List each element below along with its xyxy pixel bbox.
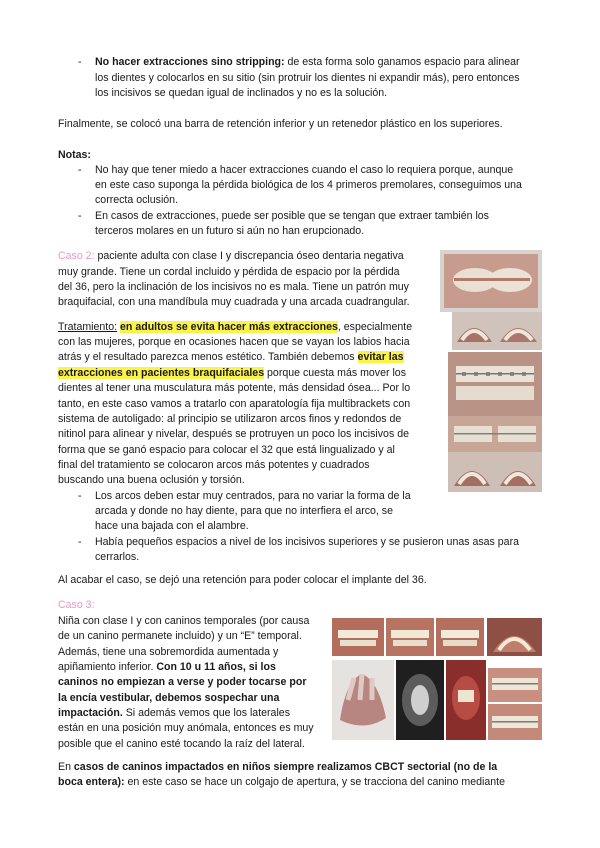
caso2-line1: Caso 2: paciente adulta con clase I y discrepancia óseo dentaria negativa <box>58 250 404 262</box>
caso3-heading: Caso 3: <box>58 599 95 611</box>
trat-line3: atrás y el resultado parezca menos estético. También debemos evitar las <box>58 351 404 363</box>
trat-line9: forma que se ganó espacio para colocar el 32 que está lingualizado y al <box>58 444 395 456</box>
bullet-stripping-line1: No hacer extracciones sino stripping: de esta forma solo ganamos espacio para alinear <box>95 56 520 68</box>
trat-line4: extracciones en pacientes braquifaciales porque cuesta más mover los <box>58 367 406 379</box>
caso3-line5: caninos no empiezan a verse y poder tocarse por <box>58 676 307 688</box>
caso3-line7: impactación. Si además vemos que los laterales <box>58 707 290 719</box>
caso3-line8: están en una posición muy anómala, entonces es muy <box>58 722 314 734</box>
nota2-line1: En casos de extracciones, puede ser posible que se tengan que extraer también los <box>95 210 489 222</box>
trat-line5: dientes al tener una musculatura más potente, más densidad ósea... Por lo <box>58 382 411 394</box>
trat-bullet1-line2: arcada y donde no hay diente, para que no interfiera el arco, se <box>95 505 394 517</box>
trat-bullet1-line3: hace una bajada con el alambre. <box>95 520 249 532</box>
trat-bullet2-line2: cerrarlos. <box>95 551 140 563</box>
bullet-dash: - <box>78 210 82 222</box>
clinical-photo-c3-2 <box>386 618 434 656</box>
finalmente-paragraph: Finalmente, se colocó una barra de retención inferior y un retenedor plástico en los superiores. <box>58 118 503 130</box>
bullet-dash: - <box>78 164 82 176</box>
clinical-photo-c3-surgery <box>446 660 486 740</box>
caso3-line6: la encía vestibular, debemos sospechar una <box>58 692 280 704</box>
clinical-photo-arches <box>452 312 542 350</box>
clinical-photo-c3-traction-2 <box>488 704 542 740</box>
clinical-photo-c3-cbct-slice <box>396 660 444 740</box>
bullet-dash: - <box>78 56 82 68</box>
trat-bullet2-line1: Había pequeños espacios a nivel de los incisivos superiores y se pusieron unas asas para <box>95 536 519 548</box>
clinical-photo-brackets-side <box>448 416 542 452</box>
trat-line10: final del tratamiento se colocaron arcos más potentes y cuadrados <box>58 459 370 471</box>
nota2-line2: terceros molares en un futuro si aún no han erupcionado. <box>95 225 365 237</box>
caso3-line1: Niña con clase I y con caninos temporales (por causa <box>58 615 310 627</box>
trat-line11: buscando una buena oclusión y torsión. <box>58 474 245 486</box>
clinical-photo-occlusal <box>448 452 542 492</box>
bullet-stripping-line2: los dientes y colocarlos en su sitio (sin protruir los dientes ni expandir más), pero entonces <box>95 72 520 84</box>
caso3-line2: de un canino permanete incluido) y un “E” temporal. <box>58 630 302 642</box>
clinical-photo-c3-1 <box>332 618 384 656</box>
bullet-dash: - <box>78 490 82 502</box>
nota1-line2: en este caso suponga la pérdida biológica de los 4 primeros premolares, conseguimos una <box>95 179 522 191</box>
clinical-photo-c3-cbct-3d <box>332 660 394 740</box>
trat-line8: nitinol para alinear y nivelar, después se protruyen un poco los incisivos de <box>58 428 409 440</box>
bullet-dash: - <box>78 536 82 548</box>
caso3-line3: Además, tiene una sobremordida aumentada y <box>58 646 279 658</box>
caso2-line4: braquifacial, con una mandíbula muy cuadrada y una arcada cuadrangular. <box>58 296 410 308</box>
trat-bullet1-line1: Los arcos deben estar muy centrados, para no variar la forma de la <box>95 490 411 502</box>
trat-line7: sistema de autoligado: al principio se utilizaron arcos finos y redondos de <box>58 413 402 425</box>
final-line2: boca entera): en este caso se hace un colgajo de apertura, y se tracciona del canino mediante <box>58 776 505 788</box>
caso2-line2: muy grande. Tiene un cordal incluido y pérdida de espacio por la pérdida <box>58 266 400 278</box>
caso3-line9: posible que el canino esté tocando la raíz del lateral. <box>58 738 305 750</box>
acabar-paragraph: Al acabar el caso, se dejó una retención para poder colocar el implante del 36. <box>58 574 427 586</box>
clinical-photo-c3-3 <box>436 618 484 656</box>
trat-line6: tanto, en este caso vamos a tratarlo con aparatología fija multibrackets con <box>58 398 411 410</box>
notas-heading: Notas: <box>58 149 91 161</box>
bullet-stripping-line3: los incisivos se quedan igual de inclinados y no es la solución. <box>95 87 388 99</box>
caso2-line3: del 36, pero la inclinación de los incisivos no es mala. Tiene un patrón muy <box>58 281 409 293</box>
trat-line1: Tratamiento: en adultos se evita hacer más extracciones, especialmente <box>58 321 413 333</box>
final-line1: En casos de caninos impactados en niños siempre realizamos CBCT sectorial (no de la <box>58 761 498 773</box>
nota1-line1: No hay que tener miedo a hacer extracciones cuando el caso lo requiera porque, aunque <box>95 164 514 176</box>
caso3-line4: apiñamiento inferior. Con 10 u 11 años, si los <box>58 661 276 673</box>
clinical-photo-brackets-front <box>448 352 542 416</box>
nota1-line3: correcta oclusión. <box>95 194 179 206</box>
trat-line2: con las mujeres, porque en ocasiones hacen que se vayan los labios hacia <box>58 336 410 348</box>
clinical-photo-c3-traction-1 <box>488 668 542 702</box>
clinical-photo-projection <box>440 250 542 312</box>
clinical-photo-c3-4 <box>487 618 542 656</box>
